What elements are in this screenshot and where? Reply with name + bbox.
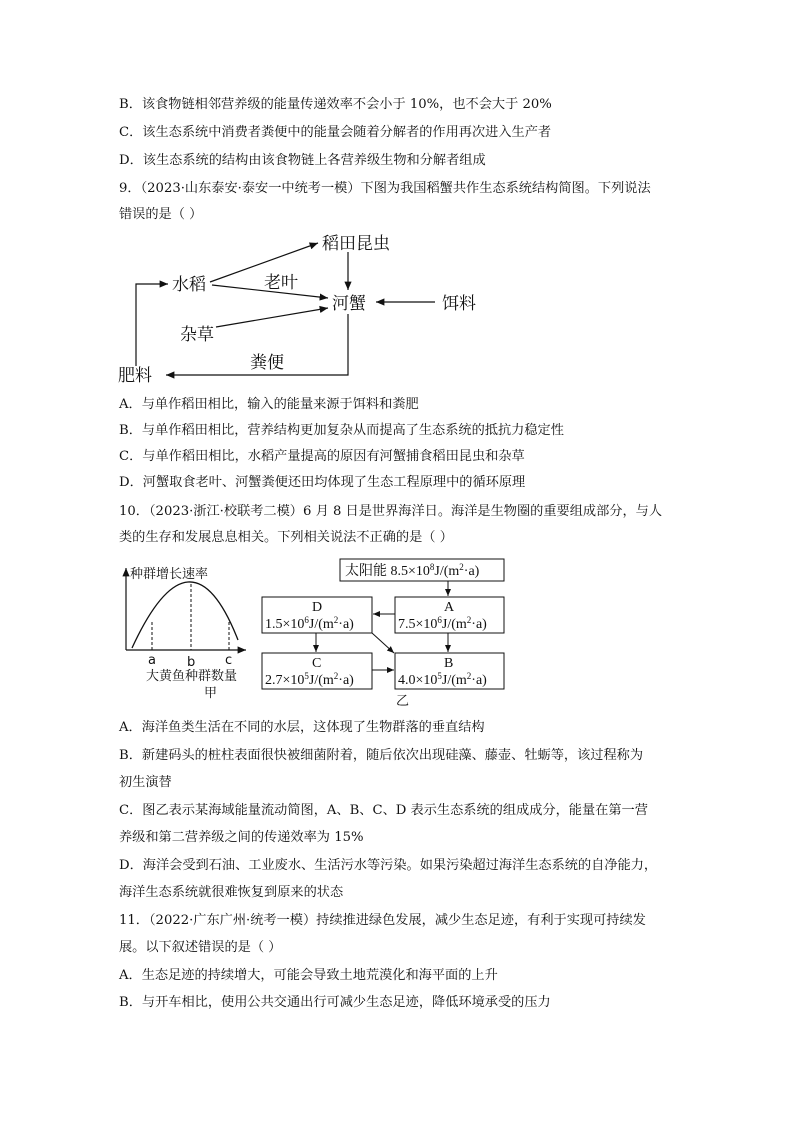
option-9a: A．与单作稻田相比，输入的能量来源于饵料和粪肥	[119, 397, 419, 412]
option-10d-2: 海洋生态系统就很难恢复到原来的状态	[119, 885, 344, 900]
label-old-leaves: 老叶	[264, 273, 298, 293]
label-feces: 粪便	[250, 353, 284, 373]
sun-text: 太阳能 $8.5\times 10^8J/(m^2\cdot a)$	[345, 562, 480, 579]
node-crab: 河蟹	[332, 294, 366, 314]
node-weeds: 杂草	[180, 325, 214, 345]
question-9-stem-2: 错误的是（ ）	[119, 207, 203, 222]
x-axis-label: 大黄鱼种群数量	[146, 669, 238, 684]
question-10-stem-1: 10．（2023·浙江·校联考二模）6 月 8 日是世界海洋日。海洋是生物圈的重要组成部分，与人	[119, 504, 663, 519]
option-8b: B．该食物链相邻营养级的能量传递效率不会小于 10%，也不会大于 20%	[119, 97, 552, 112]
arrow-fertilizer-to-rice	[136, 284, 168, 366]
option-10d-1: D．海洋会受到石油、工业废水、生活污水等污染。如果污染超过海洋生态系统的自净能力，	[119, 858, 658, 873]
b-value: $4.0\times 10^5J/(m^2\cdot a)$	[398, 671, 487, 688]
option-10c-1: C．图乙表示某海域能量流动简图，A、B、C、D 表示生态系统的组成成分，能量在第一营	[119, 803, 648, 818]
d-value: $1.5\times 10^6J/(m^2\cdot a)$	[265, 615, 354, 632]
tick-c: c	[225, 653, 233, 668]
option-9d: D．河蟹取食老叶、河蟹粪便还田均体现了生态工程原理中的循环原理	[119, 475, 526, 490]
tick-b: b	[187, 655, 196, 670]
option-9b: B．与单作稻田相比，营养结构更加复杂从而提高了生态系统的抵抗力稳定性	[119, 423, 564, 438]
tick-a: a	[148, 653, 156, 668]
option-10c-2: 养级和第二营养级之间的传递效率为 15%	[119, 830, 364, 845]
option-10b-2: 初生演替	[119, 775, 172, 790]
option-10a: A．海洋鱼类生活在不同的水层，这体现了生物群落的垂直结构	[119, 720, 485, 735]
a-name: A	[444, 600, 455, 615]
node-fertilizer: 肥料	[118, 366, 152, 386]
d-name: D	[312, 600, 323, 615]
question-11-stem-1: 11．（2022·广东广州·统考一模）持续推进绿色发展，减少生态足迹，有利于实现可持续发	[119, 913, 646, 928]
growth-rate-curve	[132, 582, 238, 648]
option-8d: D．该生态系统的结构由该食物链上各营养级生物和分解者组成	[119, 153, 486, 168]
option-11b: B．与开车相比，使用公共交通出行可减少生态足迹，降低环境承受的压力	[119, 995, 551, 1010]
node-rice: 水稻	[172, 275, 206, 295]
question-10-stem-2: 类的生存和发展息息相关。下列相关说法不正确的是（ ）	[119, 530, 453, 545]
option-8c: C．该生态系统中消费者粪便中的能量会随着分解者的作用再次进入生产者	[119, 125, 552, 140]
option-9c: C．与单作稻田相比，水稻产量提高的原因有河蟹捕食稻田昆虫和杂草	[119, 449, 525, 464]
c-value: $2.7\times 10^5J/(m^2\cdot a)$	[265, 671, 354, 688]
figure-yi	[262, 559, 504, 709]
option-10b-1: B．新建码头的桩柱表面很快被细菌附着，随后依次出现硅藻、藤壶、牡蛎等，该过程称为	[119, 748, 643, 763]
option-11a: A．生态足迹的持续增大，可能会导致土地荒漠化和海平面的上升	[119, 968, 498, 983]
arrow-weeds-to-crab	[216, 308, 328, 327]
c-name: C	[312, 656, 322, 671]
caption-yi: 乙	[396, 694, 410, 709]
question-11-stem-2: 展。以下叙述错误的是（ ）	[119, 940, 282, 955]
a-value: $7.5\times 10^6J/(m^2\cdot a)$	[398, 615, 487, 632]
question-9-stem-1: 9．（2023·山东泰安·泰安一中统考一模）下图为我国稻蟹共作生态系统结构简图。下列说法	[119, 181, 651, 196]
node-rice-insects: 稻田昆虫	[322, 234, 390, 254]
figure-jia	[126, 566, 246, 701]
b-name: B	[444, 656, 454, 671]
node-feed: 饵料	[442, 294, 476, 314]
y-axis-label: 种群增长速率	[130, 567, 209, 582]
caption-jia: 甲	[204, 686, 218, 701]
